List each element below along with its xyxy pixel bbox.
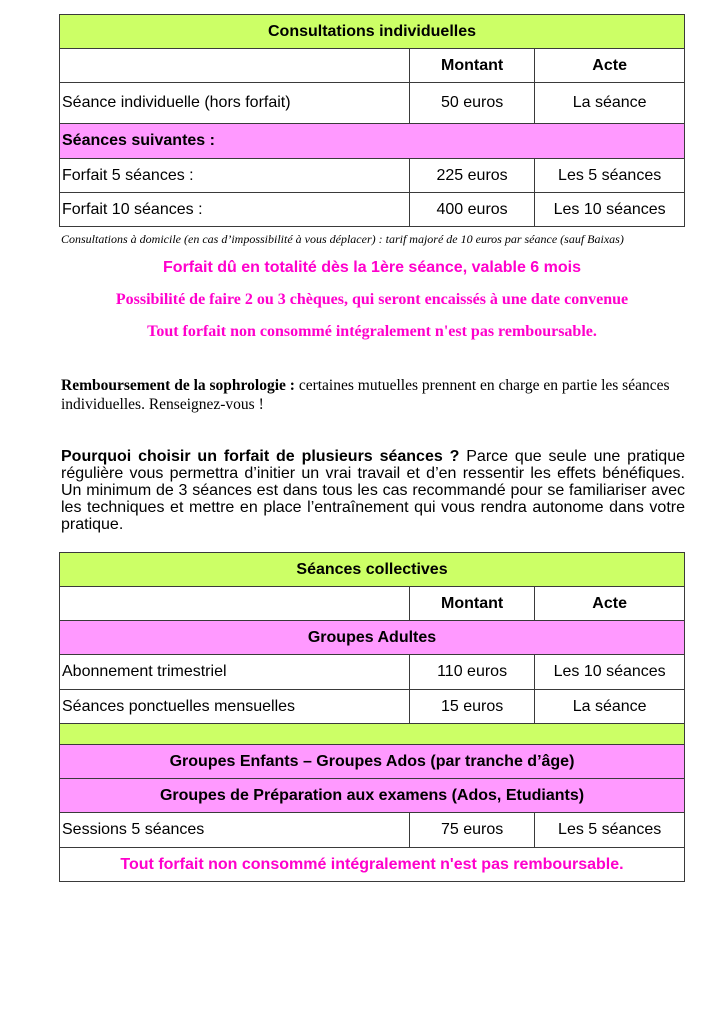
- individual-table-title: Consultations individuelles: [60, 15, 685, 49]
- exam-groups-header: Groupes de Préparation aux examens (Ados, Etudiants): [60, 779, 685, 813]
- following-sessions-header: Séances suivantes :: [60, 124, 685, 159]
- row-act: Les 5 séances: [535, 813, 685, 848]
- row-label: Forfait 10 séances :: [60, 193, 410, 227]
- individual-consultations-table: [59, 14, 685, 227]
- row-amount: 75 euros: [409, 813, 534, 848]
- why-lead: Pourquoi choisir un forfait de plusieurs séances ?: [61, 448, 460, 465]
- empty-header-cell: [60, 49, 410, 83]
- row-amount: 225 euros: [409, 159, 534, 193]
- cheque-payment-notice: Possibilité de faire 2 ou 3 chèques, qui seront encaissés à une date convenue: [115, 291, 629, 308]
- page: [59, 14, 685, 882]
- table-row: [60, 159, 685, 193]
- non-refundable-notice: Tout forfait non consommé intégralement n'est pas remboursable.: [147, 323, 597, 340]
- row-label: Séances ponctuelles mensuelles: [60, 690, 410, 724]
- adult-groups-header: Groupes Adultes: [60, 621, 685, 655]
- table-row: [60, 193, 685, 227]
- row-amount: 15 euros: [409, 690, 534, 724]
- row-act: Les 10 séances: [535, 193, 685, 227]
- home-consultation-note: Consultations à domicile (en cas d’impossibilité à vous déplacer) : tarif majoré de 10 euros par séance (sauf Baixas): [61, 232, 624, 246]
- empty-header-cell: [60, 587, 410, 621]
- table-row: [60, 83, 685, 124]
- row-amount: 50 euros: [409, 83, 534, 124]
- package-payment-notice: Forfait dû en totalité dès la 1ère séance, valable 6 mois: [163, 259, 581, 276]
- row-amount: 400 euros: [409, 193, 534, 227]
- row-act: La séance: [535, 83, 685, 124]
- row-amount: 110 euros: [409, 655, 534, 690]
- row-label: Forfait 5 séances :: [60, 159, 410, 193]
- row-act: La séance: [535, 690, 685, 724]
- why-package-paragraph: [61, 448, 685, 533]
- separator-row: [60, 724, 685, 745]
- collective-table-title: Séances collectives: [60, 553, 685, 587]
- kids-groups-header: Groupes Enfants – Groupes Ados (par tranche d’âge): [60, 745, 685, 779]
- row-label: Sessions 5 séances: [60, 813, 410, 848]
- collective-sessions-table: [59, 552, 685, 882]
- collective-non-refundable-footer: Tout forfait non consommé intégralement n'est pas remboursable.: [60, 848, 685, 882]
- reimbursement-text: certaines mutuelles prennent en charge en partie les séances individuelles. Renseignez-vous !: [61, 377, 670, 413]
- act-column-header: Acte: [535, 587, 685, 621]
- table-row: [60, 655, 685, 690]
- reimbursement-lead: Remboursement de la sophrologie :: [61, 377, 295, 394]
- amount-column-header: Montant: [409, 587, 534, 621]
- table-row: [60, 813, 685, 848]
- amount-column-header: Montant: [409, 49, 534, 83]
- act-column-header: Acte: [535, 49, 685, 83]
- row-act: Les 10 séances: [535, 655, 685, 690]
- table-row: [60, 690, 685, 724]
- row-label: Séance individuelle (hors forfait): [60, 83, 410, 124]
- why-text: Parce que seule une pratique régulière vous permettra d’initier un vrai travail et d’en ressentir les effets bénéfiques. Un minimum de 3 séances est dans tous les cas recommandé pour se familiariser avec les techniques et mettre en place l’entraînement qui vous rendra autonome dans votre pratique.: [61, 448, 686, 533]
- reimbursement-paragraph: [61, 376, 685, 414]
- row-act: Les 5 séances: [535, 159, 685, 193]
- row-label: Abonnement trimestriel: [60, 655, 410, 690]
